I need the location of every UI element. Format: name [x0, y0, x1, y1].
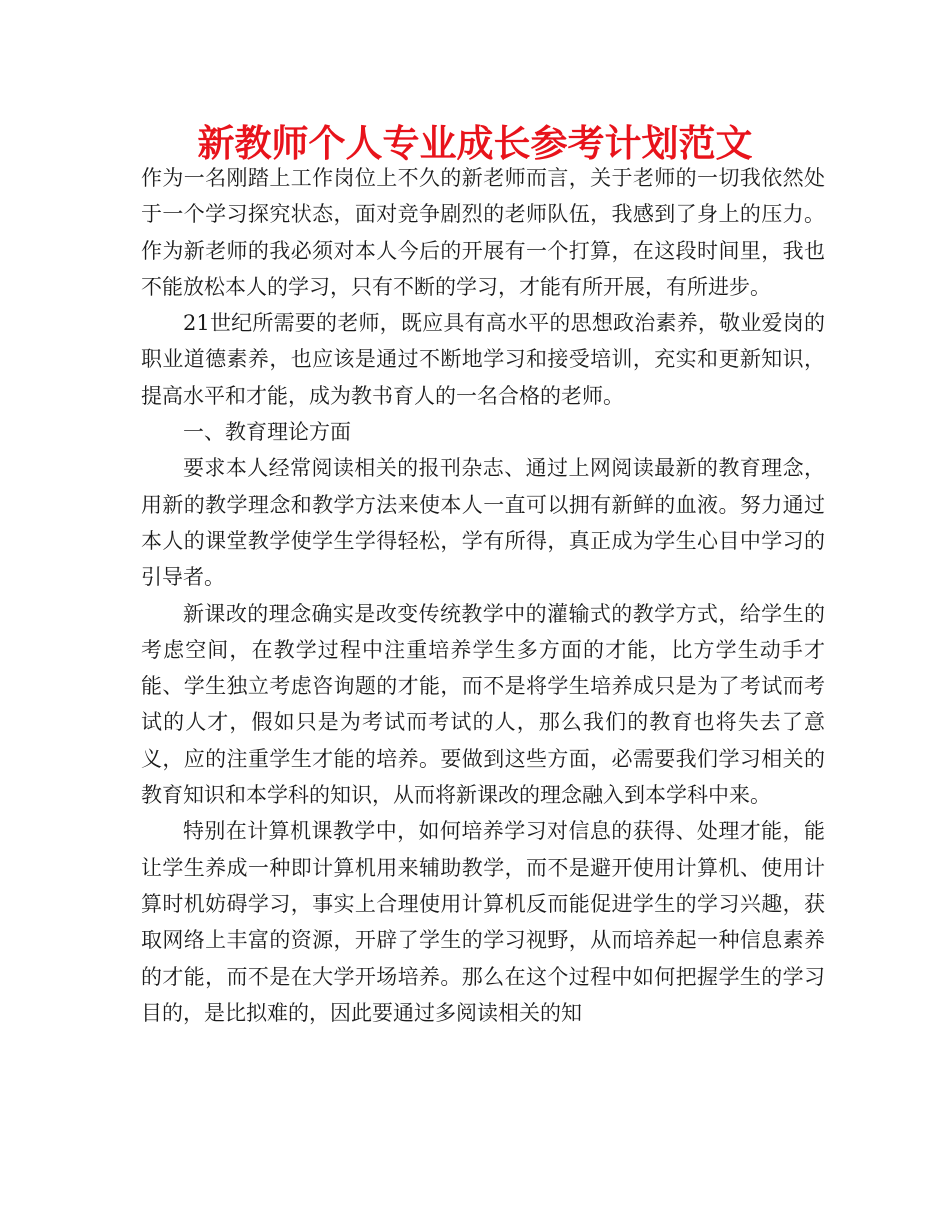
document-body: [141, 160, 825, 1031]
paragraph-intro: 作为一名刚踏上工作岗位上不久的新老师而言，关于老师的一切我依然处于一个学习探究状态，面对竞争剧烈的老师队伍，我感到了身上的压力。作为新老师的我必须对本人今后的开展有一个打算，在这段时间里，我也不能放松本人的学习，只有不断的学习，才能有所开展，有所进步。: [141, 166, 825, 299]
paragraph-new-curriculum: 新课改的理念确实是改变传统教学中的灌输式的教学方式，给学生的考虑空间，在教学过程中注重培养学生多方面的才能，比方学生动手才能、学生独立考虑咨询题的才能，而不是将学生培养成只是为了考试而考试的人才，假如只是为考试而考试的人，那么我们的教育也将失去了意义，应的注重学生才能的培养。要做到这些方面，必需要我们学习相关的教育知识和本学科的知识，从而将新课改的理念融入到本学科中来。: [141, 601, 825, 808]
section-heading-education-theory: 一、教育理论方面: [183, 420, 351, 445]
paragraph-21st-century: 21世纪所需要的老师，既应具有高水平的思想政治素养，敬业爱岗的职业道德素养，也应该是通过不断地学习和接受培训，充实和更新知识，提高水平和才能，成为教书育人的一名合格的老师。: [141, 311, 825, 408]
paragraph-computer-teaching: 特别在计算机课教学中，如何培养学习对信息的获得、处理才能，能让学生养成一种即计算机用来辅助教学，而不是避开使用计算机、使用计算时机妨碍学习，事实上合理使用计算机反而能促进学生的学习兴趣，获取网络上丰富的资源，开辟了学生的学习视野，从而培养起一种信息素养的才能，而不是在大学开场培养。那么在这个过程中如何把握学生的学习目的，是比拟难的，因此要通过多阅读相关的知: [141, 819, 825, 1025]
document-title: 新教师个人专业成长参考计划范文: [197, 122, 753, 165]
paragraph-reading-requirement: 要求本人经常阅读相关的报刊杂志、通过上网阅读最新的教育理念，用新的教学理念和教学方法来使本人一直可以拥有新鲜的血液。努力通过本人的课堂教学使学生学得轻松，学有所得，真正成为学生心目中学习的引导者。: [141, 456, 825, 590]
